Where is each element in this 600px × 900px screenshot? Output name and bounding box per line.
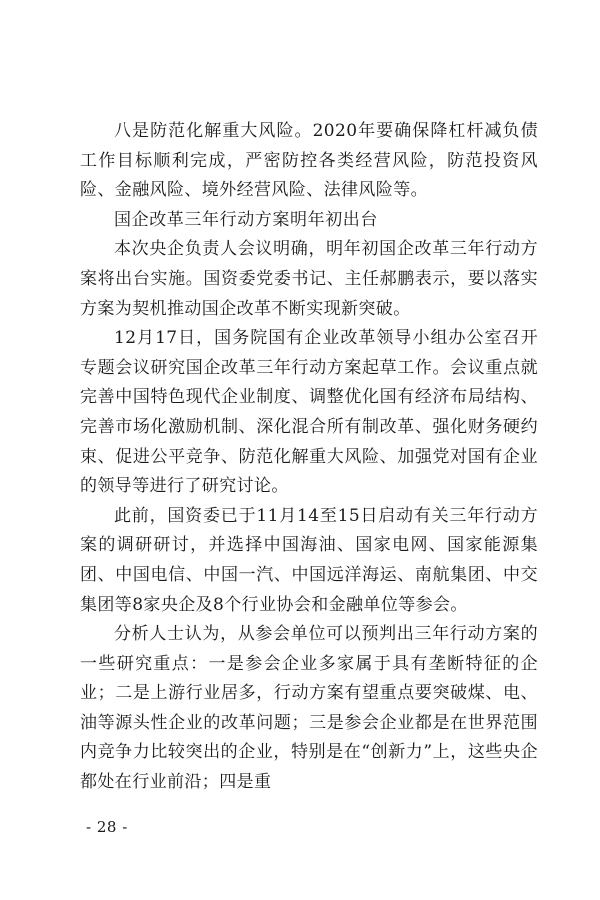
document-body	[80, 117, 538, 798]
section-heading: 国企改革三年行动方案明年初出台	[114, 209, 378, 230]
paragraph-analyst-view: 分析人士认为，从参会单位可以预判出三年行动方案的一些研究重点：一是参会企业多家属于具有垄断特征的企业；二是上游行业居多，行动方案有望重点要突破煤、电、油等源头性企业的改革问题；三是参会企业都是在世界范围内竞争力比较突出的企业，特别是在“创新力”上，这些央企都处在行业前沿；四是重	[80, 624, 538, 793]
paragraph-meeting-plan: 本次央企负责人会议明确，明年初国企改革三年行动方案将出台实施。国资委党委书记、主任郝鹏表示，要以落实方案为契机推动国企改革不断实现新突破。	[80, 239, 538, 319]
page-number: - 28 -	[86, 818, 128, 836]
paragraph-risk-prevention: 八是防范化解重大风险。2020年要确保降杠杆减负债工作目标顺利完成，严密防控各类经营风险，防范投资风险、金融风险、境外经营风险、法律风险等。	[80, 121, 538, 201]
paragraph-dec-17-meeting: 12月17日，国务院国有企业改革领导小组办公室召开专题会议研究国企改革三年行动方案起草工作。会议重点就完善中国特色现代企业制度、调整优化国有经济布局结构、完善市场化激励机制、深化混合所有制改革、强化财务硬约束、促进公平竞争、防范化解重大风险、加强党对国有企业的领导等进行了研究讨论。	[80, 328, 538, 497]
paragraph-research-seminar: 此前，国资委已于11月14至15日启动有关三年行动方案的调研研讨，并选择中国海油、国家电网、国家能源集团、中国电信、中国一汽、中国远洋海运、南航集团、中交集团等8家央企及8个行业协会和金融单位等参会。	[80, 505, 538, 615]
